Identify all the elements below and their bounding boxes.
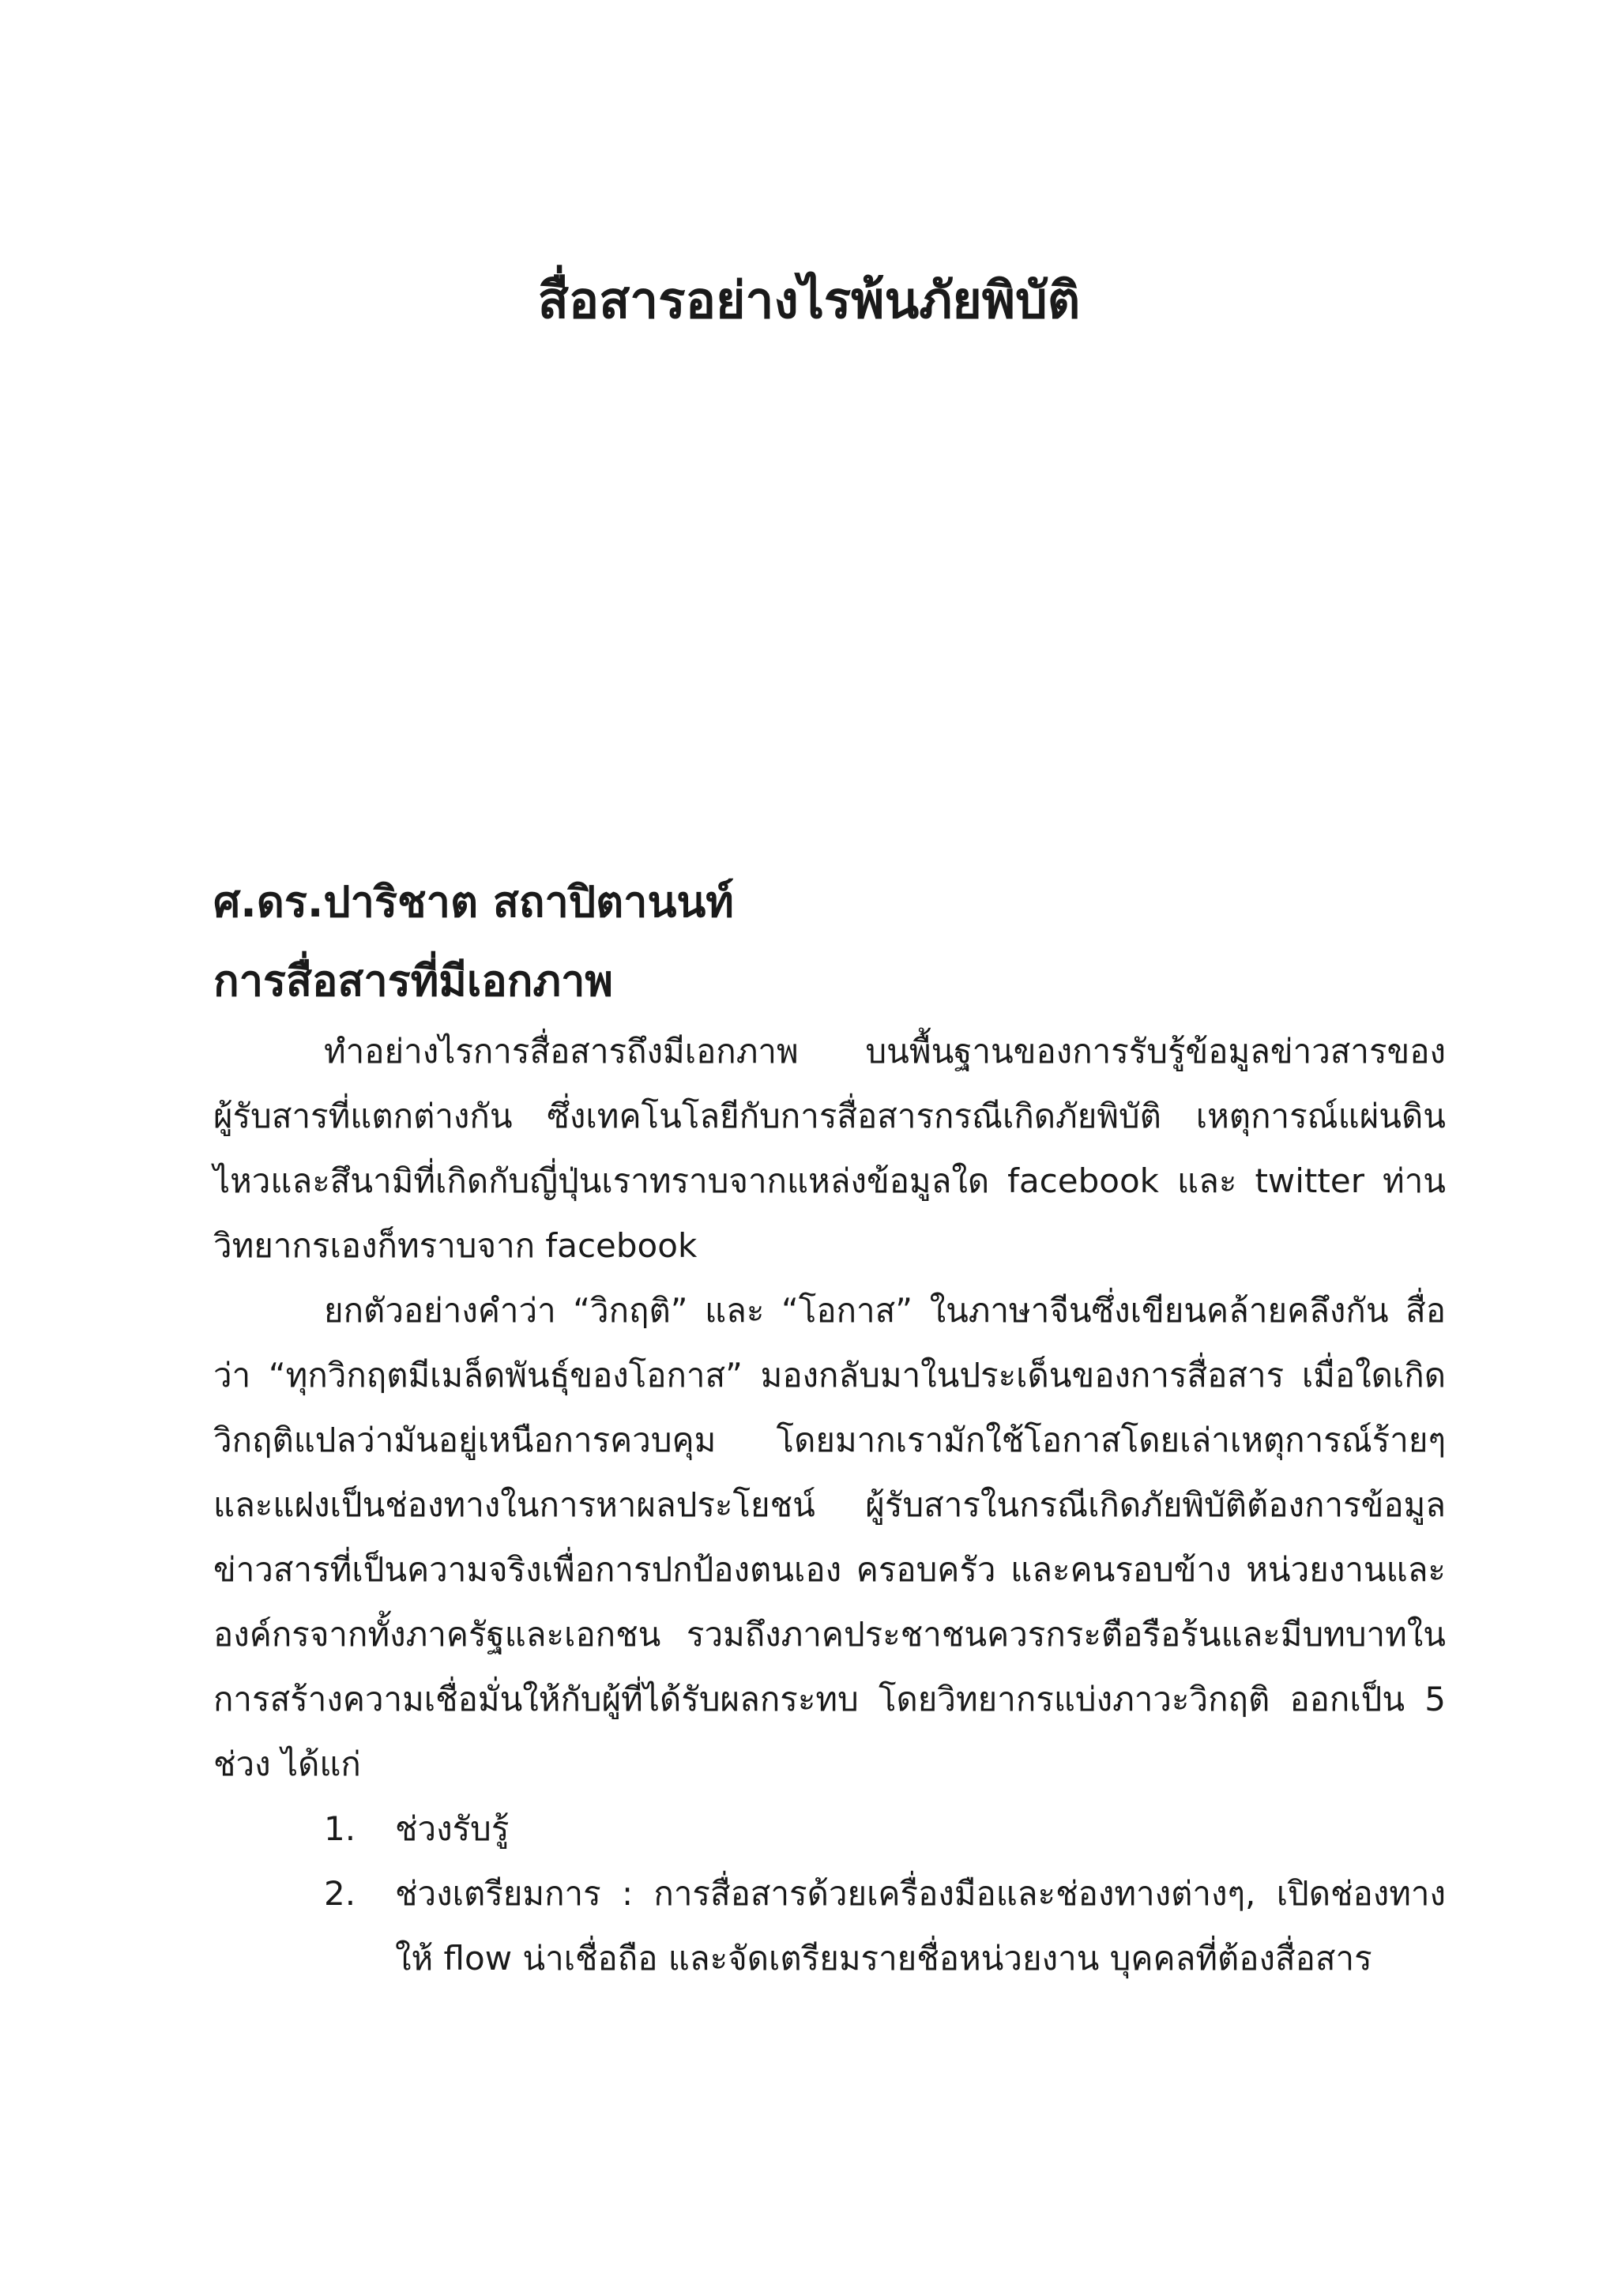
- paragraph: ยกตัวอย่างคำว่า “วิกฤติ” และ “โอกาส” ในภาษาจีนซึ่งเขียนคล้ายคลึงกัน สื่อว่า “ทุกวิกฤตมีเมล็ดพันธุ์ของโอกาส” มองกลับมาในประเด็นของการสื่อสาร เมื่อใดเกิดวิกฤติแปลว่ามันอยู่เหนือการควบคุม โดยมากเรามักใช้โอกาสโดยเล่าเหตุการณ์ร้ายๆ และแฝงเป็นช่องทางในการหาผลประโยชน์ ผู้รับสารในกรณีเกิดภัยพิบัติต้องการข้อมูล ข่าวสารที่เป็นความจริงเพื่อการปกป้องตนเอง ครอบครัว และคนรอบข้าง หน่วยงานและองค์กรจากทั้งภาครัฐและเอกชน รวมถึงภาคประชาชนควรกระตือรือร้นและมีบทบาทในการสร้างความเชื่อมั่นให้กับผู้ที่ได้รับผลกระทบ โดยวิทยากรแบ่งภาวะวิกฤติ ออกเป็น 5 ช่วง ได้แก่: [213, 1291, 1446, 1783]
- list-text: ช่วงเตรียมการ : การสื่อสารด้วยเครื่องมือและช่องทางต่างๆ, เปิดช่องทางให้ flow น่าเชื่อถือ และจัดเตรียมรายชื่อหน่วยงาน บุคคลที่ต้องสื่อสาร: [395, 1874, 1446, 1978]
- list-item: [213, 1861, 1446, 1991]
- list-number: 2.: [324, 1874, 356, 1913]
- document-title: สื่อสารอย่างไรพ้นภัยพิบัติ: [537, 271, 1081, 330]
- body-text: [213, 1019, 1446, 1991]
- section-heading: การสื่อสารที่มีเอกภาพ: [213, 956, 613, 1006]
- list-item: [213, 1797, 1446, 1861]
- list-text: ช่วงรับรู้: [395, 1809, 510, 1848]
- paragraph: ทำอย่างไรการสื่อสารถึงมีเอกภาพ บนพื้นฐานของการรับรู้ข้อมูลข่าวสารของผู้รับสารที่แตกต่างกัน ซึ่งเทคโนโลยีกับการสื่อสารกรณีเกิดภัยพิบัติ เหตุการณ์แผ่นดินไหวและสึนามิที่เกิดกับญี่ปุ่นเราทราบจากแหล่งข้อมูลใด facebook และ twitter ท่านวิทยากรเองก็ทราบจาก facebook: [213, 1032, 1446, 1265]
- author-name: ศ.ดร.ปาริชาต สถาปิตานนท์: [213, 877, 734, 927]
- list-number: 1.: [324, 1809, 356, 1848]
- numbered-list: [213, 1797, 1446, 1991]
